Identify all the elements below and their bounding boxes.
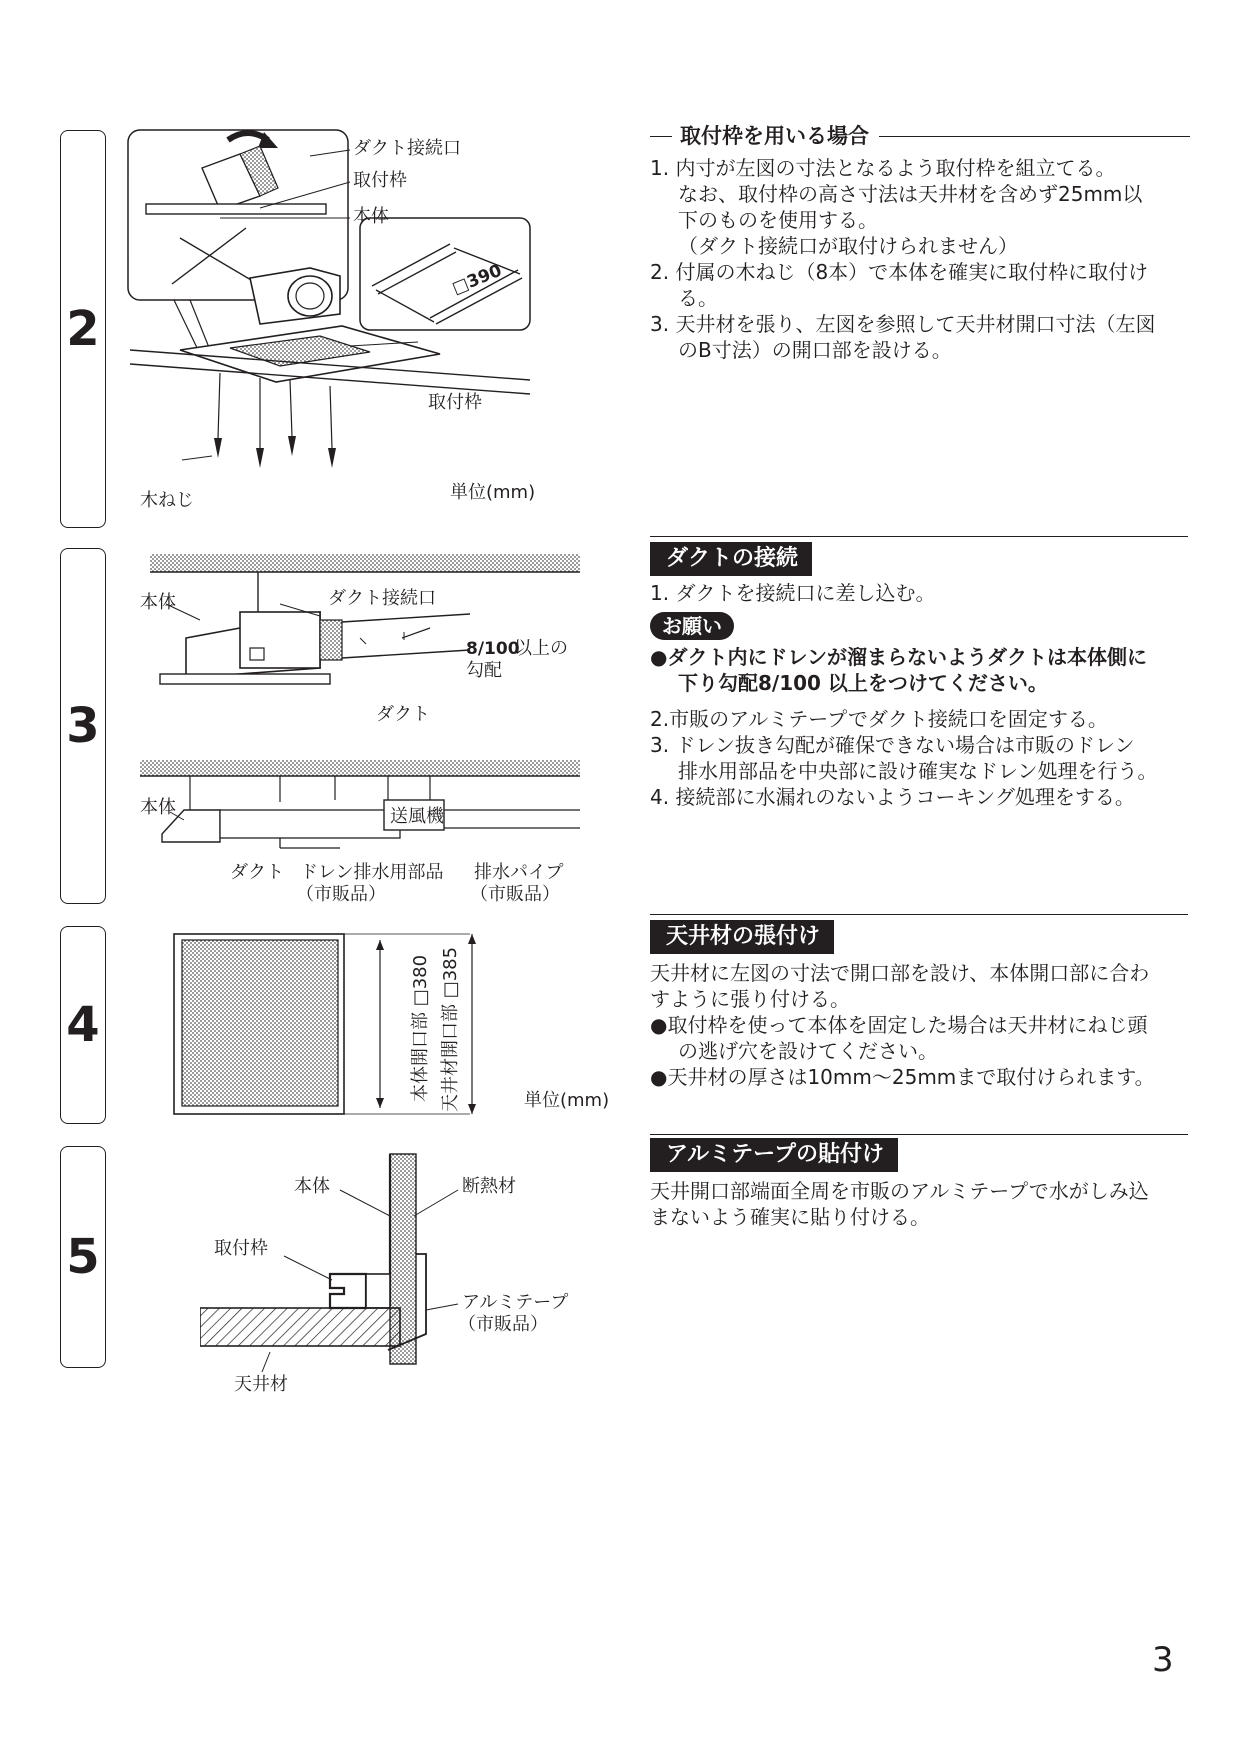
step2-item3-line2: のB寸法）の開口部を設ける。 xyxy=(678,338,952,362)
step5-line1: 天井開口部端面全周を市販のアルミテープで水がしみ込 xyxy=(650,1179,1149,1203)
label-ceiling-board: 天井材 xyxy=(234,1374,288,1395)
step2-item1-line3: 下のものを使用する。 xyxy=(678,208,878,232)
step3-heading: ダクトの接続 xyxy=(650,542,812,576)
label-duct-3: ダクト xyxy=(376,704,430,725)
divider-5 xyxy=(650,1134,1188,1135)
label-duct-port: ダクト接続口 xyxy=(353,138,461,159)
label-blower: 送風機 xyxy=(390,806,444,827)
step2-figure xyxy=(110,118,640,528)
label-body-opening: 本体開口部 □380 xyxy=(410,954,431,1102)
step3-line1: 1. ダクトを接続口に差し込む。 xyxy=(650,581,936,605)
step3-text xyxy=(650,542,1190,810)
step4-line2a: ●取付枠を使って本体を固定した場合は天井材にねじ頭 xyxy=(650,1013,1148,1037)
label-body-5: 本体 xyxy=(294,1176,330,1197)
step2-item2-line2: る。 xyxy=(678,286,718,310)
label-unit-4: 単位(mm) xyxy=(524,1090,610,1111)
label-frame-5: 取付枠 xyxy=(214,1238,268,1259)
step2-heading: 取付枠を用いる場合 xyxy=(650,123,1190,149)
step5-text xyxy=(650,1138,1190,1230)
label-wood-screw: 木ねじ xyxy=(140,490,194,511)
step-number-2: 2 xyxy=(66,301,100,357)
step4-figure xyxy=(170,926,610,1126)
step3-bold-line1: ●ダクト内にドレンが溜まらないようダクトは本体側に xyxy=(650,645,1147,669)
label-slope-txt: 以上の xyxy=(514,638,568,659)
label-frame-2: 取付枠 xyxy=(428,392,482,413)
label-alu-tape: アルミテープ xyxy=(462,1292,569,1313)
label-alu-tape-note: （市販品） xyxy=(458,1314,548,1335)
step4-text xyxy=(650,920,1190,1090)
step-number-5: 5 xyxy=(66,1229,100,1285)
divider-4 xyxy=(650,914,1188,915)
step-tab-5 xyxy=(60,1146,106,1368)
ceiling-board-drawing xyxy=(200,1308,400,1346)
label-slope-num: 8/100 xyxy=(466,639,520,659)
step-number-3: 3 xyxy=(66,698,100,754)
frame-inset-box xyxy=(360,218,530,330)
label-drain-part: ドレン排水用部品 xyxy=(300,862,444,883)
step4-heading: 天井材の張付け xyxy=(650,920,834,954)
step4-line2b: の逃げ穴を設けてください。 xyxy=(678,1039,938,1063)
step3-item3-line1: 3. ドレン抜き勾配が確保できない場合は市販のドレン xyxy=(650,733,1135,757)
step2-text xyxy=(650,123,1190,363)
step4-line1a: 天井材に左図の寸法で開口部を設け、本体開口部に合わ xyxy=(650,961,1150,985)
step-tab-3 xyxy=(60,548,106,904)
label-drain-pipe-note: （市販品） xyxy=(470,884,560,905)
label-duct-port-3: ダクト接続口 xyxy=(328,588,436,609)
step4-line1b: すように張り付ける。 xyxy=(650,987,850,1011)
label-dim-390: □390 xyxy=(449,260,505,299)
divider-3 xyxy=(650,536,1188,537)
label-body: 本体 xyxy=(353,206,389,227)
step2-item1-line4: （ダクト接続口が取付けられません） xyxy=(678,234,1018,258)
step4-line3: ●天井材の厚さは10mm～25mmまで取付けられます。 xyxy=(650,1065,1155,1089)
step3-figure xyxy=(130,548,600,908)
label-frame: 取付枠 xyxy=(353,170,407,191)
label-duct-3b: ダクト xyxy=(230,862,284,883)
step2-item3-line1: 3. 天井材を張り、左図を参照して天井材開口寸法（左図 xyxy=(650,312,1156,336)
label-body-3b: 本体 xyxy=(140,797,176,818)
label-insulation: 断熱材 xyxy=(462,1176,516,1197)
ceiling-panel-drawing xyxy=(182,940,338,1106)
step5-line2: まないよう確実に貼り付ける。 xyxy=(650,1205,930,1229)
label-unit: 単位(mm) xyxy=(450,482,536,503)
step3-item2: 2.市販のアルミテープでダクト接続口を固定する。 xyxy=(650,707,1108,731)
request-badge: お願い xyxy=(650,612,734,640)
step-number-4: 4 xyxy=(66,997,100,1053)
label-drain-pipe: 排水パイプ xyxy=(474,862,564,883)
step5-heading: アルミテープの貼付け xyxy=(650,1138,898,1172)
step-tab-4 xyxy=(60,926,106,1124)
step3-item4: 4. 接続部に水漏れのないようコーキング処理をする。 xyxy=(650,785,1135,809)
step2-item2-line1: 2. 付属の木ねじ（8本）で本体を確実に取付枠に取付け xyxy=(650,260,1149,284)
label-body-3: 本体 xyxy=(140,592,176,613)
step5-figure xyxy=(200,1146,600,1406)
frame-section xyxy=(330,1274,366,1308)
step3-item3-line2: 排水用部品を中央部に設け確実なドレン処理を行う。 xyxy=(678,759,1158,783)
label-slope-txt2: 勾配 xyxy=(466,660,502,681)
step2-item1-line1: 1. 内寸が左図の寸法となるよう取付枠を組立てる。 xyxy=(650,156,1116,180)
label-ceiling-opening: 天井材開口部 □385 xyxy=(440,946,461,1112)
step-tab-2 xyxy=(60,130,106,528)
page-number: 3 xyxy=(1152,1640,1174,1680)
step2-item1-line2: なお、取付枠の高さ寸法は天井材を含めず25mm以 xyxy=(678,182,1143,206)
step3-bold-line2: 下り勾配8/100 以上をつけてください。 xyxy=(678,671,1048,695)
label-drain-part-note: （市販品） xyxy=(296,884,386,905)
